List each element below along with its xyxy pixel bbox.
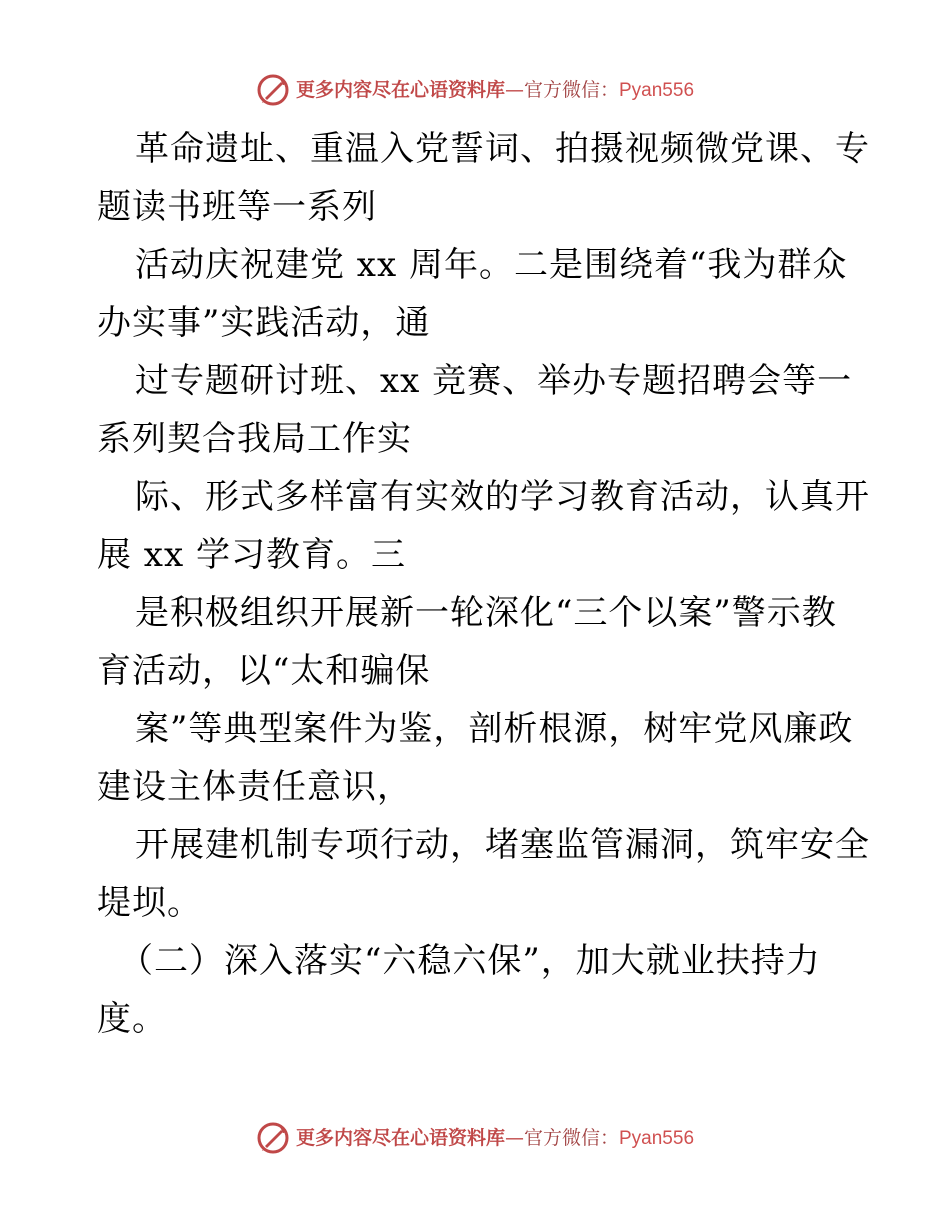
- text-line: 堤坝。: [97, 883, 202, 923]
- footer-watermark-primary: 更多内容尽在心语资料库: [295, 1126, 505, 1149]
- text-line: 建设主体责任意识，: [97, 767, 412, 807]
- text-line: 度。: [97, 999, 167, 1039]
- text-line: 革命遗址、重温入党誓词、拍摄视频微党课、专: [135, 129, 870, 169]
- text-line: 办实事”实践活动，通: [97, 303, 431, 343]
- text-line: （二）深入落实“六稳六保”，加大就业扶持力: [119, 941, 821, 981]
- footer-watermark-inner: [256, 1121, 694, 1155]
- quill-logo-icon: [256, 1121, 290, 1155]
- text-line: 案”等典型案件为鉴，剖析根源，树牢党风廉政: [135, 709, 854, 749]
- text-line: 系列契合我局工作实: [97, 419, 412, 459]
- text-line: 育活动，以“太和骗保: [97, 651, 431, 691]
- footer-watermark-dash: —: [504, 1126, 524, 1149]
- document-body: [97, 120, 870, 1048]
- header-watermark-primary: 更多内容尽在心语资料库: [295, 78, 505, 101]
- header-watermark: [0, 70, 950, 110]
- text-line: 题读书班等一系列: [97, 187, 377, 227]
- footer-watermark-handle: Pyan556: [619, 1127, 695, 1149]
- text-line: 展 xx 学习教育。三: [97, 535, 406, 575]
- text-line: 是积极组织开展新一轮深化“三个以案”警示教: [135, 593, 837, 633]
- header-watermark-handle: Pyan556: [619, 79, 695, 101]
- header-watermark-secondary: 官方微信：: [523, 78, 619, 101]
- text-line: 际、形式多样富有实效的学习教育活动，认真开: [135, 477, 870, 517]
- text-line: 活动庆祝建党 xx 周年。二是围绕着“我为群众: [135, 245, 848, 285]
- text-line: 过专题研讨班、xx 竞赛、举办专题招聘会等一: [135, 361, 853, 401]
- text-line: 开展建机制专项行动，堵塞监管漏洞，筑牢安全: [135, 825, 870, 865]
- footer-watermark-secondary: 官方微信：: [523, 1126, 619, 1149]
- header-watermark-dash: —: [504, 78, 524, 101]
- footer-watermark: [0, 1118, 950, 1158]
- header-watermark-inner: [256, 73, 694, 107]
- quill-logo-icon: [256, 73, 290, 107]
